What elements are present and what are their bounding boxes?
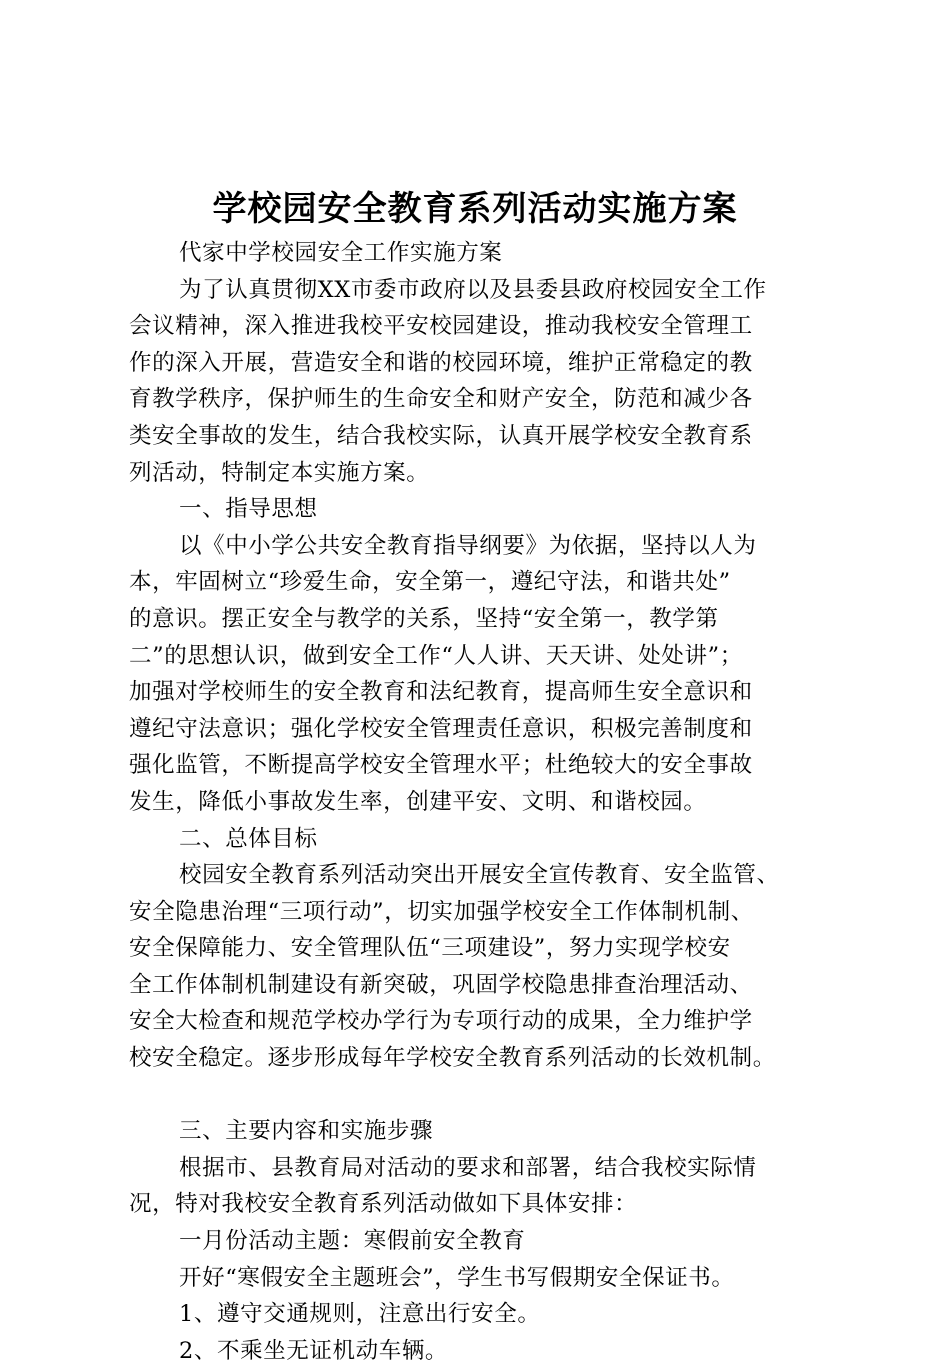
text-line: 安全大检查和规范学校办学行为专项行动的成果，全力维护学 [129,1008,753,1035]
text-line: 根据市、县教育局对活动的要求和部署，结合我校实际情 [179,1154,757,1181]
document-body [129,235,849,1369]
text-line: 一、指导思想 [179,496,318,523]
text-line: 列活动，特制定本实施方案。 [129,459,430,486]
text-line: 发生，降低小事故发生率，创建平安、文明、和谐校园。 [129,788,707,815]
text-line: 校安全稳定。逐步形成每年学校安全教育系列活动的长效机制。 [129,1045,776,1072]
text-line: 加强对学校师生的安全教育和法纪教育，提高师生安全意识和 [129,679,753,706]
text-line: 1、遵守交通规则，注意出行安全。 [179,1301,541,1328]
text-line: 作的深入开展，营造安全和谐的校园环境，维护正常稳定的教 [129,349,753,376]
document-title: 学校园安全教育系列活动实施方案 [212,189,738,229]
text-line: 一月份活动主题：寒假前安全教育 [179,1228,526,1255]
text-line: 校园安全教育系列活动突出开展安全宣传教育、安全监管、 [179,862,780,889]
text-line: 类安全事故的发生，结合我校实际，认真开展学校安全教育系 [129,422,753,449]
text-line: 育教学秩序，保护师生的生命安全和财产安全，防范和减少各 [129,386,753,413]
text-line: 二”的思想认识，做到安全工作“人人讲、天天讲、处处讲”； [129,642,743,669]
text-line: 为了认真贯彻XX市委市政府以及县委县政府校园安全工作 [179,276,767,303]
text-line: 2、不乘坐无证机动车辆。 [179,1337,449,1364]
text-line: 全工作体制机制建设有新突破，巩固学校隐患排查治理活动、 [129,971,753,998]
text-line: 二、总体目标 [179,825,318,852]
text-line: 开好“寒假安全主题班会”，学生书写假期安全保证书。 [179,1264,735,1291]
text-line [129,1077,849,1114]
text-line: 遵纪守法意识；强化学校安全管理责任意识，积极完善制度和 [129,715,753,742]
text-line: 的意识。摆正安全与教学的关系，坚持“安全第一，教学第 [129,605,719,632]
text-line: 以《中小学公共安全教育指导纲要》为依据，坚持以人为 [179,532,757,559]
text-line: 会议精神，深入推进我校平安校园建设，推动我校安全管理工 [129,313,753,340]
text-line: 代家中学校园安全工作实施方案 [179,240,503,266]
text-line: 况，特对我校安全教育系列活动做如下具体安排： [129,1191,638,1218]
text-line: 安全隐患治理“三项行动”，切实加强学校安全工作体制机制、 [129,898,754,925]
text-line: 本，牢固树立“珍爱生命，安全第一，遵纪守法，和谐共处” [129,569,731,596]
text-line: 三、主要内容和实施步骤 [179,1118,434,1145]
text-line: 强化监管，不断提高学校安全管理水平；杜绝较大的安全事故 [129,752,753,779]
text-line: 安全保障能力、安全管理队伍“三项建设”，努力实现学校安 [129,935,731,962]
